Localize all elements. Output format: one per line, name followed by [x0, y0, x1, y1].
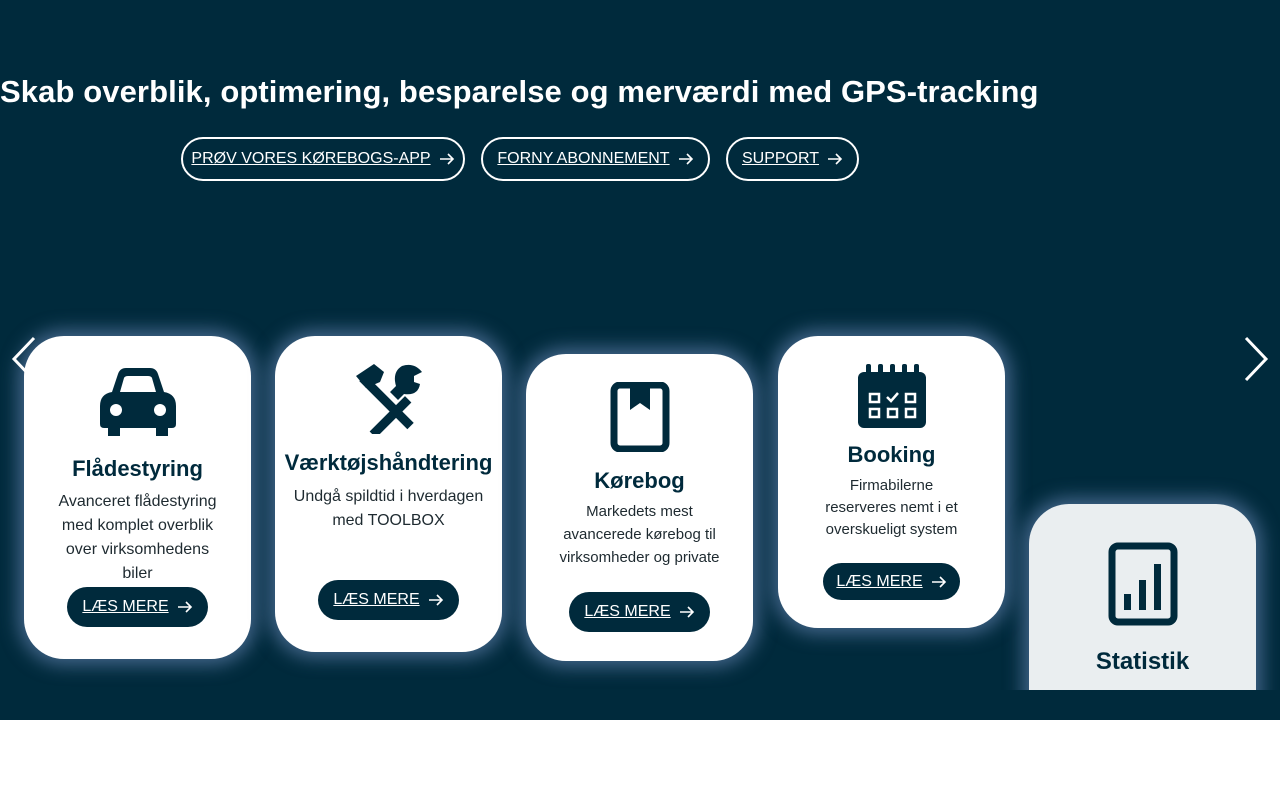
arrow-right-icon [678, 151, 694, 167]
support-button[interactable] [726, 137, 859, 181]
read-more-label: LÆS MERE [82, 598, 169, 615]
card-tool-management [275, 336, 502, 652]
tools-icon [275, 362, 502, 434]
read-more-label: LÆS MERE [333, 591, 420, 608]
book-icon [526, 382, 753, 452]
arrow-right-icon [931, 574, 947, 590]
card-title: Flådestyring [72, 456, 203, 481]
calendar-icon [778, 364, 1005, 430]
card-driving-log [526, 354, 753, 661]
card-description: Firmabilerne reserveres nemt i et overskueligt system [825, 477, 958, 538]
read-more-label: LÆS MERE [584, 603, 671, 620]
cta-label: SUPPORT [741, 150, 820, 167]
arrow-right-icon [439, 151, 455, 167]
try-driving-log-app-button[interactable] [181, 137, 465, 181]
card-statistics [1029, 504, 1256, 720]
read-more-button[interactable] [67, 587, 208, 627]
arrow-right-icon [679, 604, 695, 620]
card-title: Statistik [1095, 648, 1190, 675]
card-description: Markedets mest avancerede kørebog til virksomheder og private [559, 503, 720, 566]
card-title: Værktøjshåndtering [284, 450, 493, 475]
chevron-right-icon[interactable] [1242, 336, 1272, 382]
hero-bottom-band [0, 690, 1280, 720]
cta-label: FORNY ABONNEMENT [497, 150, 670, 167]
read-more-button[interactable] [569, 592, 710, 632]
arrow-right-icon [827, 151, 843, 167]
card-description: Undgå spildtid i hverdagen med TOOLBOX [293, 488, 484, 529]
arrow-right-icon [428, 592, 444, 608]
arrow-right-icon [177, 599, 193, 615]
renew-subscription-button[interactable] [481, 137, 710, 181]
read-more-label: LÆS MERE [836, 572, 923, 590]
card-fleet-management [24, 336, 251, 659]
chevron-left-icon[interactable] [8, 336, 38, 382]
statistics-icon [1029, 542, 1256, 626]
card-title: Kørebog [594, 468, 685, 493]
read-more-button[interactable] [823, 563, 960, 600]
card-description: Avanceret flådestyring med komplet overblik over virksomhedens biler [58, 493, 217, 582]
cta-label: PRØV VORES KØREBOGS-APP [191, 150, 431, 167]
read-more-button[interactable] [318, 580, 459, 620]
car-icon [24, 366, 251, 438]
card-title: Booking [847, 442, 936, 467]
card-booking [778, 336, 1005, 628]
page-title: Skab overblik, optimering, besparelse og merværdi med GPS-tracking [0, 74, 1039, 109]
